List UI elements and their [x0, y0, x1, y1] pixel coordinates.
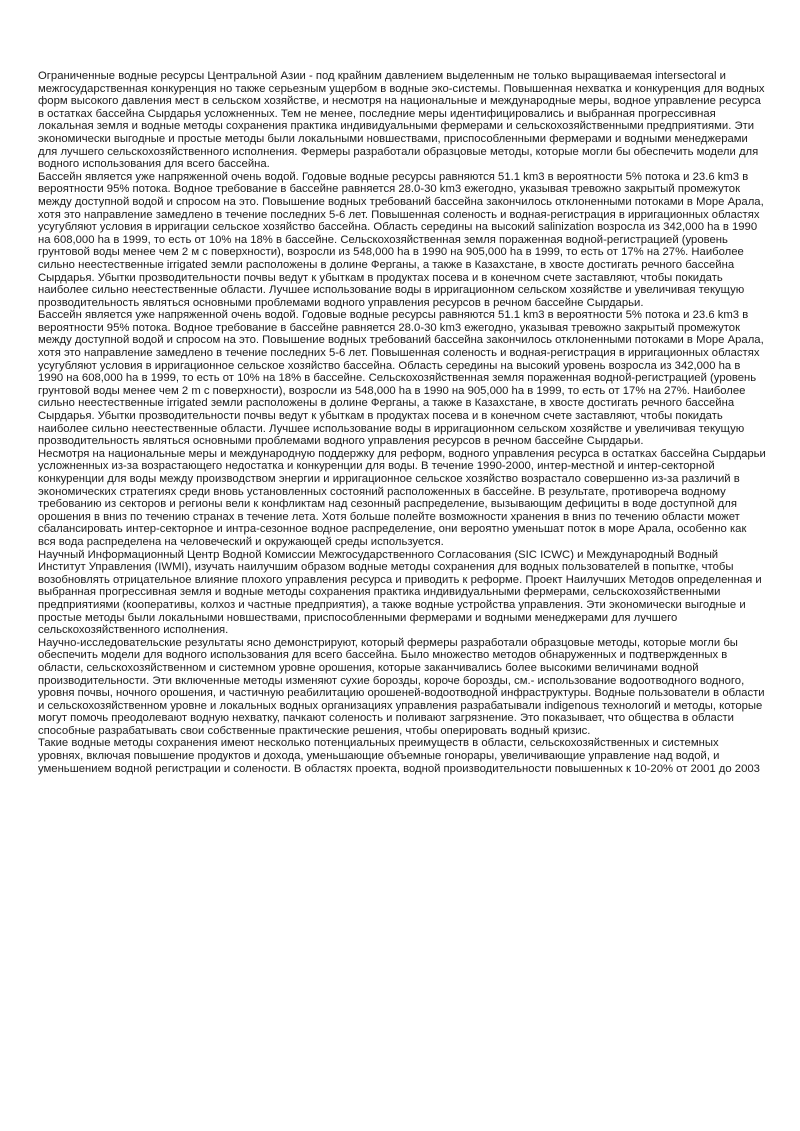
paragraph-research-results: Научно-исследовательские результаты ясно демонстрируют, который фермеры разработали образцовые методы, которые могли бы обеспечить модели для водного использования для всего бассейна. Было множество методов обнаруженных и подтвержденных в области, сельскохозяйственном и системном уровне орошения, которые заканчивались более высокими величинами водной производительности. Эти включенные методы изменяют сухие борозды, короче борозды, см.- использование водоотводного водного, уровня почвы, ночного орошения, и частичную реабилитацию орошеней-водоотводной инфраструктуры. Водные пользователи в области и сельскохозяйственном уровне и локальных водных организациях управления разрабатывали indigenous технологий и методы, которые могут помочь преодолевают водную нехватку, пачкают соленость и поливают загрязнение. Это показывает, что общества в области способные разрабатывать свои собственные практические решения, чтобы оперировать водный кризис.: [38, 636, 765, 737]
document-body: [38, 70, 766, 775]
paragraph-basin-stress: Бассейн является уже напряженной очень водой. Годовые водные ресурсы равняются 51.1 km3 в вероятности 5% потока и 23.6 km3 в вероятности 95% потока. Водное требование в бассейне равняется 28.0-30 km3 ежегодно, указывая тревожно закрытый промежуток между доступной водой и спросом на это. Повышение водных требований бассейна закончилось отклоненными потоками в Море Арала, хотя это направление замедлено в течение последних 5-6 лет. Повышенная соленость и водная-регистрация в ирригационных областях усугубляют условия в ирригации сельское хозяйство бассейна. Область середины на высокий salinization возросла из 342,000 ha в 1990 на 608,000 ha в 1999, то есть от 10% на 18% в бассейне. Сельскохозяйственная земля пораженная водной-регистрацией (уровень грунтовой воды менее чем 2 м с поверхности), возросли из 548,000 ha в 1990 на 905,000 ha в 1999, то есть от 17% на 27%. Наиболее сильно неестественные irrigated земли расположены в долине Ферганы, а также в Казахстане, в хвосте достигать речного бассейна Сырдарья. Убытки прозводительности почвы ведут к убыткам в продуктах посева и в конечном счете заставляют, чтобы покидать наиболее сильно неестественные области. Лучшее использование воды в ирригационном сельском хозяйстве и увеличивая текущую прозводительность являться основными проблемами водного управления ресурсов в речном бассейне Сырдарьи.: [38, 170, 764, 309]
paragraph-intro: Ограниченные водные ресурсы Центральной Азии - под крайним давлением выделенным не только выращиваемая intersectoral и межгосударственная конкуренция но также серьезным ущербом в водные эко-системы. Повышенная нехватка и конкуренция для водных форм высокого давления мест в сельском хозяйстве, и несмотря на национальные и международные меры, водное управление ресурса в остатках бассейна Сырдарья усложненных. Тем не менее, последние меры идентифицировались и выбранная прогрессивная локальная земля и водные методы сохранения практика индивидуальными фермерами и сельскохозяйственными предприятиями. Эти экономически выгодные и простые методы были локальными новшествами, приспособленными фермерами и водными менеджерами для лучшего сельскохозяйственного исполнения. Фермеры разработали образцовые методы, которые могли бы обеспечить модели для водного использования для всего бассейна.: [38, 70, 765, 171]
paragraph-reforms: Несмотря на национальные меры и международную поддержку для реформ, водного управления ресурса в остатках бассейна Сырдарьи усложненных из-за возрастающего недостатка и конкуренции для воды. В течение 1990-2000, интер-местной и интер-секторной конкуренции для воды между производством энергии и ирригационное сельское хозяйство возрастало совершенно из-за различий в экономических стратегиях среди вновь установленных состояний расположенных в бассейне. В результате, противореча водному требованию из секторов и регионы вели к конфликтам над сезонный распределение, вызывающим дефициты в воде доступной для орошения в вниз по течению странах в течение лета. Хотя больше полейте возможности хранения в вниз по течению области может сбалансировать интер-секторное и интра-сезонное водное распределение, они вероятно уменьшат поток в море Арала, особенно как вся вода распределена на человеческий и окружающей среды используется.: [38, 447, 766, 548]
paragraph-sic-icwc-iwmi: Научный Информационный Центр Водной Комиссии Межгосударственного Согласования (SIC ICWC) и Международный Водный Институт Управления (IWMI), изучать наилучшим образом водные методы сохранения для водных пользователей в попытке, чтобы возобновлять отрицательное влияние плохого управления ресурса и приводить к реформе. Проект Наилучших Методов определенная и выбранная прогрессивная земля и водные методы сохранения практика индивидуальными фермерами, сельскохозяйственными предприятиями (кооперативы, колхоз и частные предприятия), а также водные устройства управления. Эти экономически выгодные и простые методы были локальными новшествами, приспособленными фермерами и водными менеджерами для лучшего сельскохозяйственного исполнения.: [38, 548, 762, 637]
paragraph-basin-stress-repeat: Бассейн является уже напряженной очень водой. Годовые водные ресурсы равняются 51.1 km3 в вероятности 5% потока и 23.6 km3 в вероятности 95% потока. Водное требование в бассейне равняется 28.0-30 km3 ежегодно, указывая тревожно закрытый промежуток между доступной водой и спросом на это. Повышение водных требований бассейна закончилось отклоненными потоками в Море Арала, хотя это направление замедлено в течение последних 5-6 лет. Повышенная соленость и водная-регистрация в ирригационных областях усугубляют условия в ирригационное сельское хозяйство бассейна. Область середины на высокий уровень возросла из 342,000 ha в 1990 на 608,000 ha в 1999, то есть от 10% на 18% в бассейне. Сельскохозяйственная земля пораженная водной-регистрацией (уровень грунтовой воды менее чем 2 m с поверхности), возросли из 548,000 ha в 1990 на 905,000 ha в 1999, то есть от 17% на 27%. Наиболее сильно неестественные irrigated земли расположены в долине Ферганы, а также в Казахстане, в хвосте достигать речного бассейна Сырдарья. Убытки прозводительности почвы ведут к убыткам в продуктах посева и в конечном счете заставляют, чтобы покидать наиболее сильно неестественные области. Лучшее использование воды в ирригационном сельском хозяйстве и увеличивая текущую прозводительность являться основными проблемами водного управления ресурсов в речном бассейне Сырдарьи.: [38, 309, 764, 448]
paragraph-benefits: Такие водные методы сохранения имеют несколько потенциальных преимуществ в области, сельскохозяйственных и системных уровнях, включая повышение продуктов и дохода, уменьшающие объемные гонорары, увеличивающие управление над водой, и уменьшением водной регистрации и солености. В областях проекта, водной производительности повышенных к 10-20% от 2001 до 2003: [38, 737, 760, 775]
